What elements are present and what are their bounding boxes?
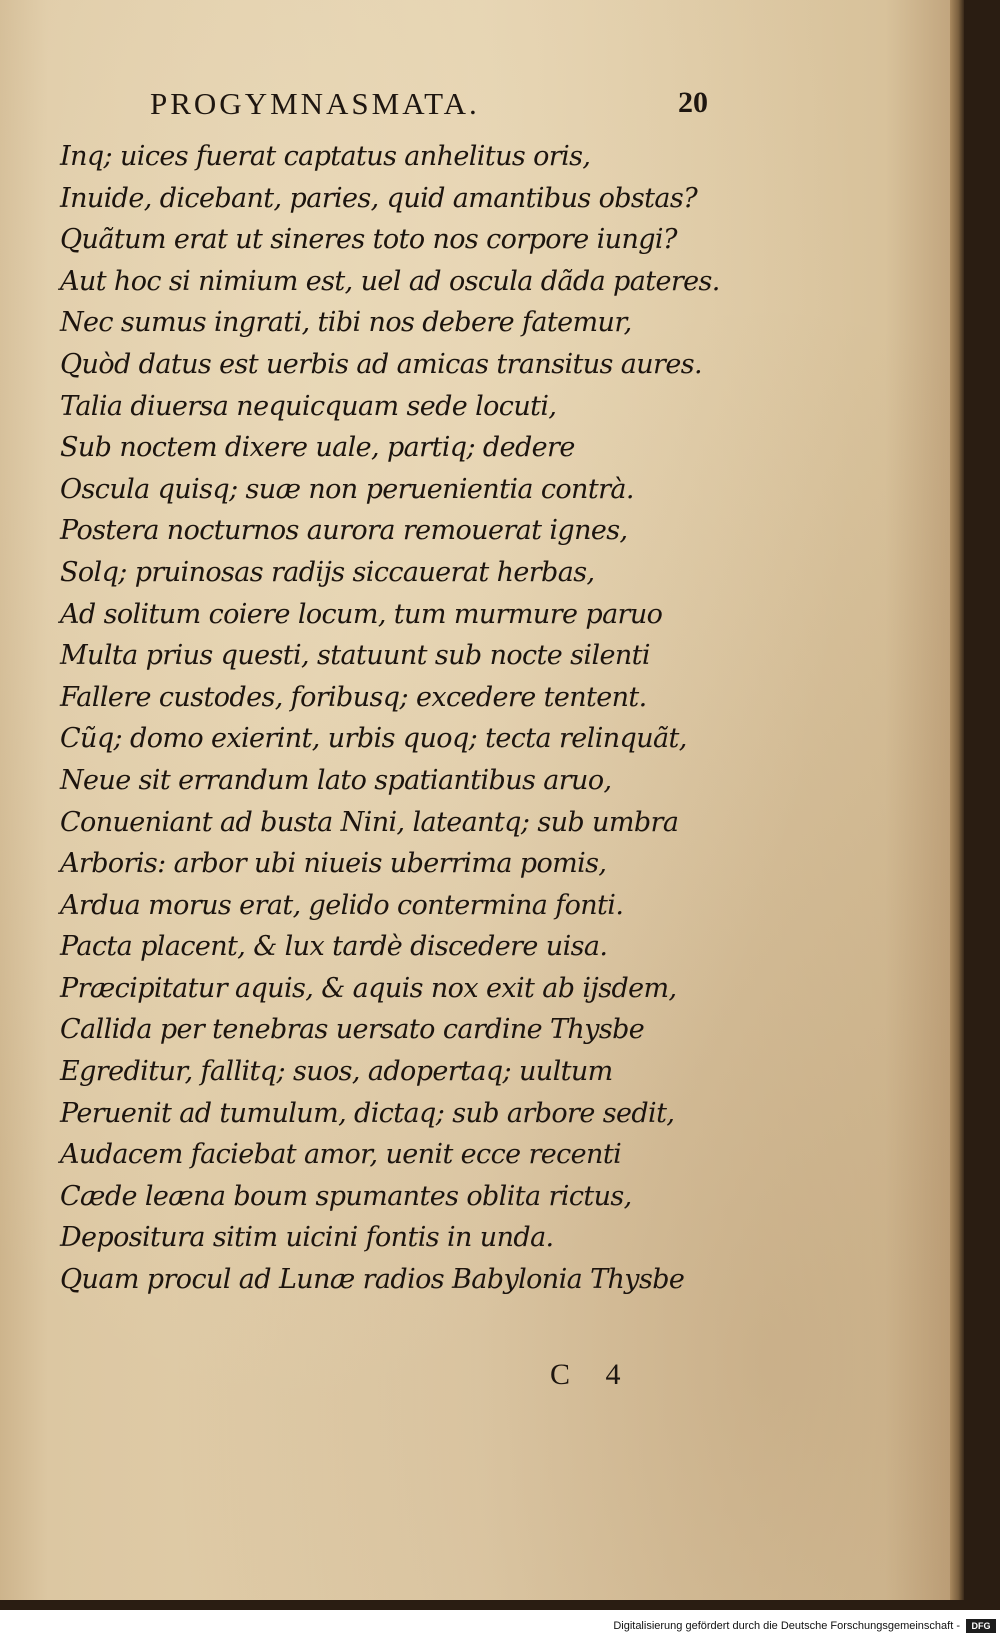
- page-number: 20: [678, 86, 708, 119]
- footer-credit: Digitalisierung gefördert durch die Deutsche Forschungsgemeinschaft -: [613, 1620, 960, 1632]
- verse-line: Inuide, dicebant, paries, quid amantibus obstas?: [60, 182, 698, 214]
- verse-line: Arboris: arbor ubi niueis uberrima pomis,: [60, 848, 607, 880]
- verse-line: Conueniant ad busta Nini, lateantq; sub umbra: [60, 806, 679, 838]
- verse-line: Depositura sitim uicini fontis in unda.: [60, 1222, 554, 1254]
- verse-line: Neue sit errandum lato spatiantibus aruo,: [60, 764, 612, 796]
- verse-line: Peruenit ad tumulum, dictaq; sub arbore sedit,: [60, 1097, 675, 1129]
- verse-line: Inq; uices fuerat captatus anhelitus oris,: [60, 141, 591, 172]
- verse-line: Audacem faciebat amor, uenit ecce recenti: [60, 1139, 622, 1171]
- verse-line: Cæde leæna boum spumantes oblita rictus,: [60, 1180, 632, 1212]
- verse-line: Oscula quisq; suæ non peruenientia contrà.: [60, 473, 634, 505]
- verse-line: Sub noctem dixere uale, partiq; dedere: [60, 432, 575, 464]
- verse-line: Aut hoc si nimium est, uel ad oscula dãda pateres.: [60, 265, 720, 297]
- verse-line: Quam procul ad Lunæ radios Babylonia Thysbe: [60, 1264, 685, 1296]
- verse-line: Quòd datus est uerbis ad amicas transitus aures.: [60, 348, 702, 380]
- verse-line: Pacta placent, & lux tardè discedere uisa.: [60, 931, 608, 963]
- verse-line: Callida per tenebras uersato cardine Thysbe: [60, 1014, 645, 1046]
- verse-text: [60, 136, 740, 1301]
- signature-mark: C 4: [550, 1358, 635, 1391]
- verse-line: Multa prius questi, statuunt sub nocte silenti: [60, 640, 650, 672]
- verse-line: Nec sumus ingrati, tibi nos debere fatemur,: [60, 307, 632, 339]
- verse-line: Cũq; domo exierint, urbis quoq; tecta relinquãt,: [60, 723, 687, 755]
- verse-line: Solq; pruinosas radijs siccauerat herbas,: [60, 556, 595, 588]
- verse-line: Ad solitum coiere locum, tum murmure paruo: [60, 598, 663, 630]
- verse-line: Ardua morus erat, gelido contermina fonti.: [60, 889, 624, 921]
- verse-line: Postera nocturnos aurora remouerat ignes,: [60, 515, 628, 547]
- verse-line: Egreditur, fallitq; suos, adopertaq; uultum: [60, 1056, 613, 1088]
- verse-line: Quãtum erat ut sineres toto nos corpore iungi?: [60, 224, 677, 256]
- running-head: PROGYMNASMATA.: [150, 86, 480, 121]
- page-edge: [950, 0, 964, 1600]
- verse-line: Præcipitatur aquis, & aquis nox exit ab ijsdem,: [60, 972, 677, 1004]
- dfg-logo: DFG: [966, 1619, 996, 1633]
- footer-bar: [0, 1610, 1000, 1643]
- verse-line: Fallere custodes, foribusq; excedere tentent.: [60, 681, 647, 713]
- verse-line: Talia diuersa nequicquam sede locuti,: [60, 390, 557, 422]
